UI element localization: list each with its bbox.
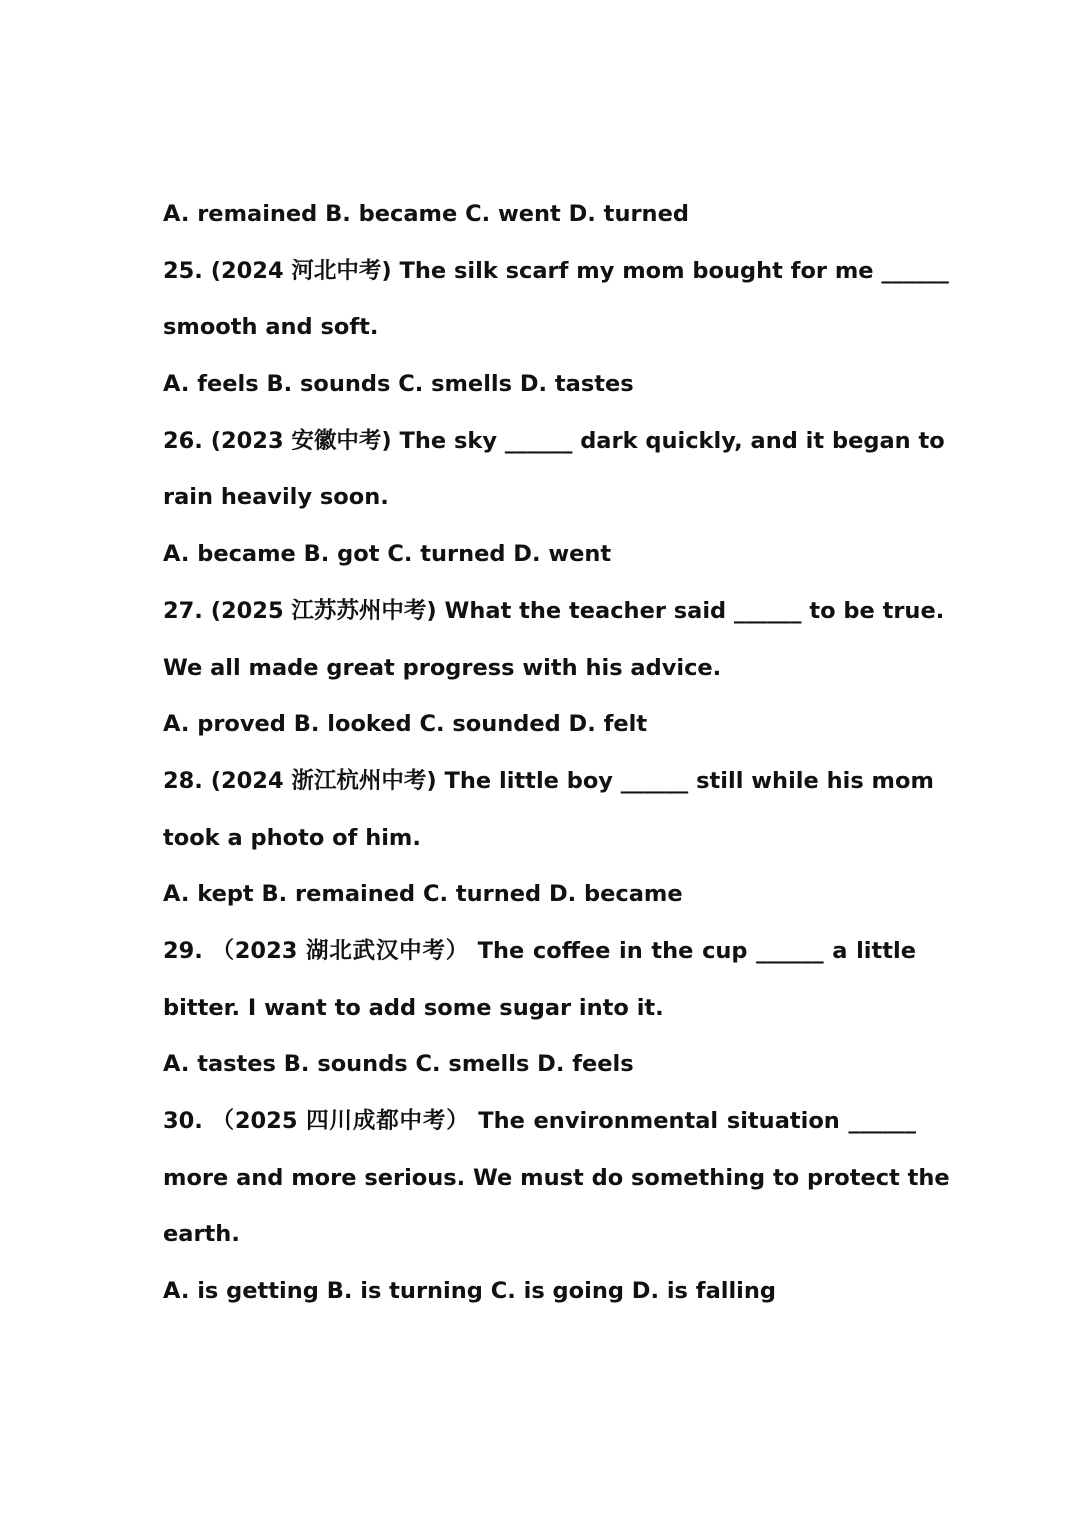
q30-stem-line3: earth.: [163, 1221, 240, 1248]
q30-options: A. is getting B. is turning C. is going D. is falling: [163, 1278, 777, 1305]
q29-stem-line1: 29. （2023 湖北武汉中考） The coffee in the cup ______ a little: [163, 937, 916, 964]
q26-stem-line1: 26. (2023 安徽中考) The sky ______ dark quickly, and it began to: [163, 427, 945, 454]
q28-stem-line1: 28. (2024 浙江杭州中考) The little boy ______ still while his mom: [163, 767, 934, 794]
q24-options: A. remained B. became C. went D. turned: [163, 201, 689, 227]
q29-options: A. tastes B. sounds C. smells D. feels: [163, 1051, 634, 1078]
q29-stem-line2: bitter. I want to add some sugar into it.: [163, 994, 664, 1021]
q30-stem-line1: 30. （2025 四川成都中考） The environmental situation ______: [163, 1108, 916, 1134]
q28-stem-line2: took a photo of him.: [163, 824, 421, 851]
q26-options: A. became B. got C. turned D. went: [163, 541, 612, 568]
q30-stem-line2: more and more serious. We must do something to protect the: [163, 1164, 950, 1191]
q27-stem-line2: We all made great progress with his advice.: [163, 654, 722, 681]
q26-stem-line2: rain heavily soon.: [163, 484, 389, 511]
q25-options: A. feels B. sounds C. smells D. tastes: [163, 371, 634, 398]
q27-stem-line1: 27. (2025 江苏苏州中考) What the teacher said ______ to be true.: [163, 597, 945, 624]
q28-options: A. kept B. remained C. turned D. became: [163, 881, 683, 908]
q25-stem-line2: smooth and soft.: [163, 314, 379, 341]
worksheet-page: [163, 186, 950, 1320]
q27-options: A. proved B. looked C. sounded D. felt: [163, 711, 648, 738]
q25-stem-line1: 25. (2024 河北中考) The silk scarf my mom bought for me ______: [163, 257, 949, 284]
